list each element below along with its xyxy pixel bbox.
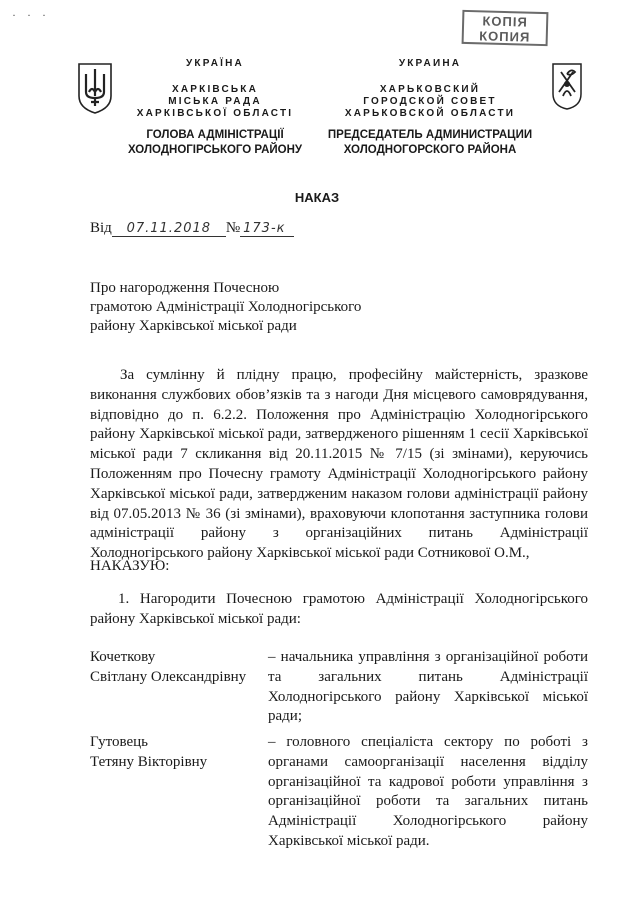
document-title: НАКАЗ [294, 190, 340, 205]
header-ua-head-1: ГОЛОВА АДМІНІСТРАЦІЇ [146, 129, 284, 141]
header-ua-council-3: ХАРКІВСЬКОЇ ОБЛАСТІ [136, 108, 294, 119]
awardee-surname: Кочеткову [90, 649, 156, 665]
order-preamble: За сумлінну й плідну працю, професійну майстерність, зразкове виконання службових обов’язків та з нагоди Дня місцевого самоврядування, відповідно до п. 6.2.2. Положення про Адміністрацію Холодногірського району Харківської міської ради, затвердженого рішенням 1 сесії Харківської міської ради 7 скликання від 20.11.2015 № 7/15 (зі змінами), керуючись Положенням про Почесну грамоту Адміністрації Холодногірського району Харківської міської ради, затвердженим наказом голови адміністрації району від 07.05.2013 № 36 (зі змінами), враховуючи клопотання заступника голови адміністрації району з організаційних питань Адміністрації Холодногірського району Харківської міської ради Сотникової О.М., [90, 367, 588, 562]
awardee-name [90, 648, 246, 688]
awardee-given-names: Тетяну Вікторівну [90, 753, 208, 770]
header-ru-council-1: ХАРЬКОВСКИЙ [379, 84, 481, 95]
order-date: 07.11.2018 [112, 221, 226, 237]
header-ru-country: УКРАИНА [398, 58, 462, 69]
order-number: 173-к [240, 221, 294, 237]
awardee-given-names: Світлану Олександрівну [90, 668, 247, 685]
header-ru-council-2: ГОРОДСКОЙ СОВЕТ [363, 96, 497, 107]
date-number-line [90, 220, 294, 237]
order-subject [90, 279, 410, 336]
copy-stamp [462, 10, 549, 46]
corner-marks: · · · [12, 8, 50, 22]
header-ru-head-2: ХОЛОДНОГОРСКОГО РАЙОНА [343, 144, 517, 156]
header-ua-council-2: МІСЬКА РАДА [168, 96, 262, 107]
awardee-position: – головного спеціаліста сектору по роботі з органами самоорганізації населення відділу організаційної та кадрової роботи управління з організаційної роботи та загальних питань Адміністрації Холодногірського району Харківської міської ради. [268, 734, 588, 849]
trident-emblem-icon [76, 62, 114, 114]
awardee-name [90, 733, 207, 773]
header-ru-council-3: ХАРЬКОВСКОЙ ОБЛАСТИ [344, 108, 516, 119]
header-ua-country: УКРАЇНА [186, 58, 244, 69]
kharkiv-coat-of-arms-icon [551, 62, 583, 110]
awardee-position: – начальника управління з організаційної роботи та загальних питань Адміністрації Холодногірського району Харківської міської ради; [268, 649, 588, 725]
date-prefix: Від [90, 220, 112, 236]
stamp-line-ru: КОПИЯ [479, 28, 531, 45]
header-ua-head-2: ХОЛОДНОГІРСЬКОГО РАЙОНУ [127, 144, 303, 156]
subject-line-1: Про нагородження Почесною [90, 280, 280, 296]
header-ru-head-1: ПРЕДСЕДАТЕЛЬ АДМИНИСТРАЦИИ [327, 129, 533, 141]
subject-line-3: району Харківської міської ради [90, 318, 297, 334]
order-item-1: 1. Нагородити Почесною грамотою Адміністрації Холодногірського району Харківської міської ради: [90, 591, 588, 627]
number-prefix: № [225, 220, 241, 236]
stamp-line-ua: КОПІЯ [482, 13, 529, 30]
subject-line-2: грамотою Адміністрації Холодногірського [90, 299, 362, 315]
header-ua-council-1: ХАРКІВСЬКА [171, 84, 259, 95]
awardee-surname: Гутовець [90, 734, 148, 750]
order-word: НАКАЗУЮ: [90, 558, 170, 574]
